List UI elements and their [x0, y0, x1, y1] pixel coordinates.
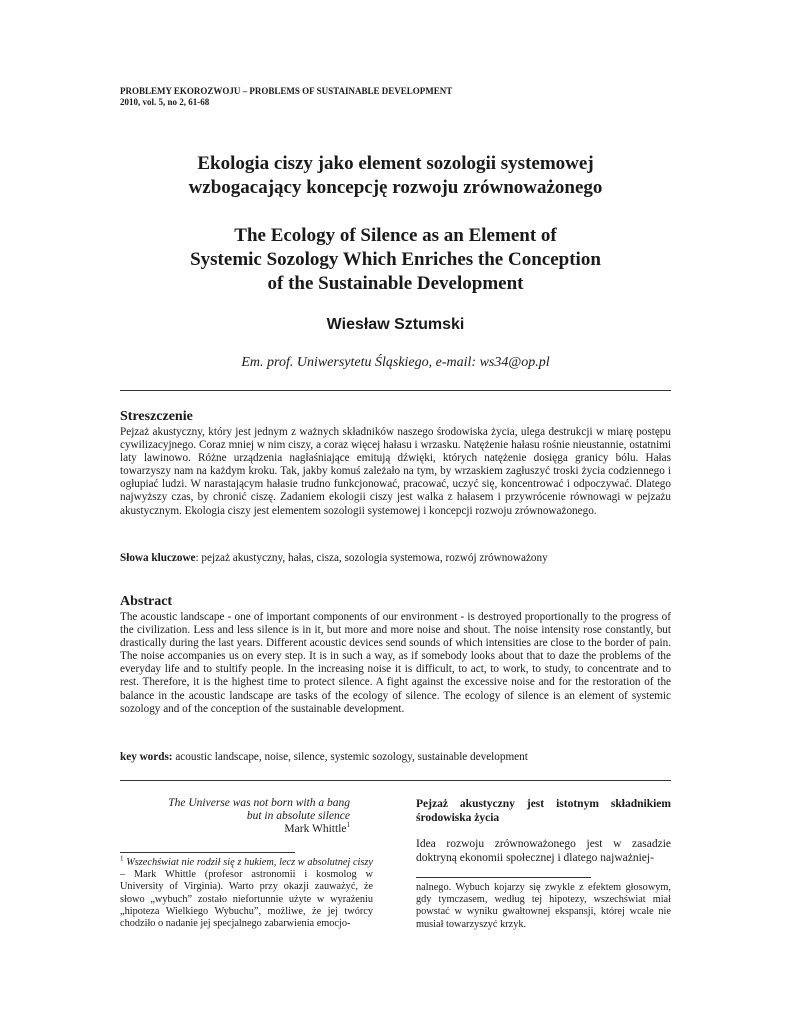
slowa-kluczowe-text: : pejzaż akustyczny, hałas, cisza, sozologia systemowa, rozwój zrównoważony: [195, 552, 548, 564]
title-polish-line-2: wzbogacający koncepcję rozwoju zrównoważonego: [188, 177, 603, 198]
journal-name: PROBLEMY EKOROZWOJU – PROBLEMS OF SUSTAINABLE DEVELOPMENT: [120, 86, 453, 96]
title-english-line-3: of the Sustainable Development: [267, 273, 524, 294]
slowa-kluczowe: [120, 552, 671, 565]
epigraph: [120, 797, 350, 836]
epigraph-attribution: Mark Whittle: [284, 823, 347, 835]
footnote-left-italic: Wszechświat nie rodził się z hukiem, lecz w absolutnej ciszy: [126, 857, 373, 868]
streszczenie-body: Pejzaż akustyczny, który jest jednym z ważnych składników naszego środowiska życia, ulega destrukcji w miarę postępu cywilizacyjnego. Coraz mniej w nim ciszy, a coraz więcej hałasu i wrzasku. Natężenie hałasu rośnie nieustannie, ostatnimi laty lawinowo. Różne urządzenia nagłaśniające emitują dźwięki, których natężenie dosięga granicy bólu. Hałas towarzyszy nam na każdym kroku. Tak, jakby komuś zależało na tym, by wrzaskiem zagłuszyć troski życia codziennego i ogłupiać ludzi. W narastającym hałasie trudno funkcjonować, pracować, uczyć się, koncentrować i odpoczywać. Dlatego najwyższy czas, by chronić ciszę. Zadaniem ekologii ciszy jest walka z hałasem i przywrócenie równowagi w pejzażu akustycznym. Ekologia ciszy jest elementem sozologii systemowej i koncepcji rozwoju zrównoważonego.: [120, 426, 671, 517]
abstract-section: [120, 594, 671, 716]
footnote-number: 1: [120, 854, 124, 863]
divider-top: [120, 390, 671, 391]
abstract-body: The acoustic landscape - one of important components of our environment - is destroyed proportionally to the progress of the civilization. Less and less silence is in it, but more and more noise and shout. The noise intensity rose constantly, but drastically during the last years. Different acoustic devices send sounds of which intensities are close to the border of pain. The noise accompanies us on every step. It is in such a way, as if somebody looks about that to daze the problems of the everyday life and to stultify people. In the increasing noise it is difficult, to act, to work, to study, to concentrate and to rest. Therefore, it is the highest time to protect silence. A fight against the excessive noise and for the restoration of the balance in the acoustic landscape are tasks of the ecology of silence. The ecology of silence is an element of systemic sozology and of the conception of the sustainable development.: [120, 611, 671, 715]
key-words-text: acoustic landscape, noise, silence, systemic sozology, sustainable development: [172, 751, 528, 763]
title-english-line-1: The Ecology of Silence as an Element of: [234, 225, 557, 246]
footnote-marker: 1: [346, 821, 350, 830]
abstract-heading: Abstract: [120, 594, 173, 609]
journal-header: [120, 86, 452, 108]
epigraph-attribution-line: [120, 823, 350, 836]
title-english: [120, 224, 671, 296]
streszczenie-heading: Streszczenie: [120, 409, 193, 424]
divider-bottom: [120, 780, 671, 781]
section-heading-pejzaz: Pejzaż akustyczny jest istotnym składnikiem środowiska życia: [416, 798, 671, 824]
slowa-kluczowe-label: Słowa kluczowe: [120, 552, 196, 564]
key-words-label: key words:: [120, 751, 173, 763]
title-polish: [120, 152, 671, 200]
author-affiliation: Em. prof. Uniwersytetu Śląskiego, e-mail: ws34@op.pl: [241, 355, 550, 370]
section-body-pejzaz: Idea rozwoju zrównoważonego jest w zasadzie doktryną ekonomii społecznej i dlatego najważniej-: [416, 838, 671, 864]
key-words: [120, 751, 671, 764]
footnote-left-text: – Mark Whittle (profesor astronomii i kosmolog w University of Virginia). Warto przy okazji zauważyć, że słowo „wybuch” zostało niefortunnie użyte w wyrażeniu „hipoteza Wielkiego Wybuchu”, możliwe, że jej twórcy chodziło o nadanie jej specjalnego zabarwienia emocjo-: [120, 869, 373, 930]
title-english-line-2: Systemic Sozology Which Enriches the Conception: [190, 249, 601, 270]
epigraph-line-2: but in absolute silence: [246, 810, 350, 822]
title-polish-line-1: Ekologia ciszy jako element sozologii systemowej: [197, 153, 594, 174]
streszczenie-section: [120, 409, 671, 518]
footnote-divider-left: [120, 852, 295, 853]
footnote-divider-right: [416, 877, 591, 878]
epigraph-line-1: The Universe was not born with a bang: [168, 797, 350, 809]
author-name: Wiesław Sztumski: [326, 316, 465, 333]
journal-issue: 2010, vol. 5, no 2, 61-68: [120, 97, 210, 107]
footnote-right: nalnego. Wybuch kojarzy się zwykle z efektem głosowym, gdy tymczasem, według tej hipotezy, wszechświat miał powstać w wyniku gwałtownej ekspansji, której wcale nie musiał towarzyszyć krzyk.: [416, 882, 671, 930]
footnote-left: [120, 854, 373, 930]
